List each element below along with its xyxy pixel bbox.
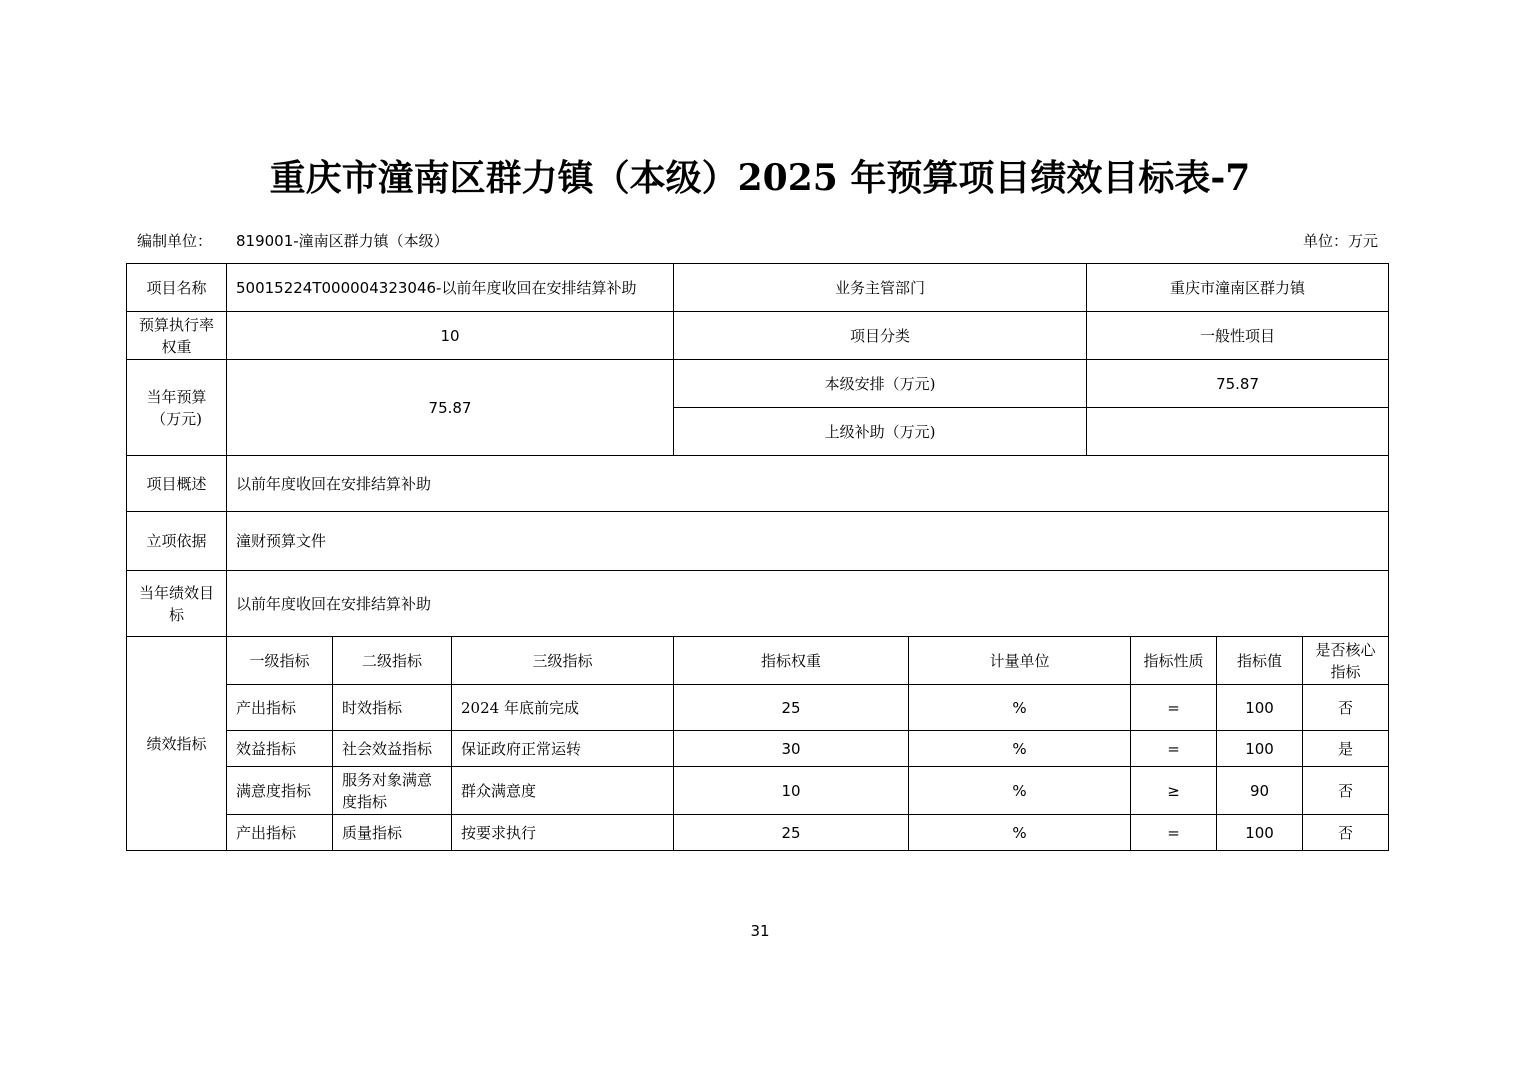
- cell-core: 否: [1303, 767, 1389, 815]
- cell-level2: 社会效益指标: [333, 731, 452, 767]
- cell-level3: 群众满意度: [452, 767, 674, 815]
- cell-core: 是: [1303, 731, 1389, 767]
- cell-weight: 25: [674, 815, 909, 851]
- cell-level3: 按要求执行: [452, 815, 674, 851]
- overview-label: 项目概述: [127, 456, 227, 512]
- cell-unit: %: [909, 767, 1131, 815]
- cell-value: 100: [1217, 685, 1303, 731]
- local-budget-value: 75.87: [1087, 360, 1389, 408]
- header-weight: 指标权重: [674, 637, 909, 685]
- dept-value: 重庆市潼南区群力镇: [1087, 264, 1389, 312]
- table-row: [127, 815, 1389, 851]
- category-label: 项目分类: [674, 312, 1087, 360]
- page-number: 31: [750, 922, 770, 940]
- cell-unit: %: [909, 685, 1131, 731]
- cell-level2: 质量指标: [333, 815, 452, 851]
- category-value: 一般性项目: [1087, 312, 1389, 360]
- dept-label: 业务主管部门: [674, 264, 1087, 312]
- cell-nature: =: [1131, 731, 1217, 767]
- local-budget-label: 本级安排（万元): [674, 360, 1087, 408]
- project-name-value: 50015224T000004323046-以前年度收回在安排结算补助: [227, 264, 674, 312]
- header-level2: 二级指标: [333, 637, 452, 685]
- org-value: 819001-潼南区群力镇（本级）: [236, 232, 449, 250]
- cell-core: 否: [1303, 815, 1389, 851]
- cell-weight: 25: [674, 685, 909, 731]
- weight-value: 10: [227, 312, 674, 360]
- cell-level1: 产出指标: [227, 685, 333, 731]
- cell-unit: %: [909, 815, 1131, 851]
- cell-level1: 满意度指标: [227, 767, 333, 815]
- upper-subsidy-value: [1087, 408, 1389, 456]
- project-name-label: 项目名称: [127, 264, 227, 312]
- unit-label: 单位：万元: [1302, 232, 1378, 250]
- header-unit: 计量单位: [909, 637, 1131, 685]
- indicators-section-label: 绩效指标: [127, 637, 227, 851]
- cell-core: 否: [1303, 685, 1389, 731]
- cell-value: 90: [1217, 767, 1303, 815]
- budget-value: 75.87: [227, 360, 674, 456]
- table-row: [127, 767, 1389, 815]
- cell-nature: =: [1131, 685, 1217, 731]
- header-value: 指标值: [1217, 637, 1303, 685]
- cell-weight: 30: [674, 731, 909, 767]
- header-nature: 指标性质: [1131, 637, 1217, 685]
- cell-value: 100: [1217, 731, 1303, 767]
- cell-level2: 时效指标: [333, 685, 452, 731]
- goal-value: 以前年度收回在安排结算补助: [227, 571, 1389, 637]
- table-row: [127, 685, 1389, 731]
- cell-unit: %: [909, 731, 1131, 767]
- weight-label: 预算执行率权重: [127, 312, 227, 360]
- cell-level1: 效益指标: [227, 731, 333, 767]
- cell-level3: 保证政府正常运转: [452, 731, 674, 767]
- cell-level2: 服务对象满意度指标: [333, 767, 452, 815]
- cell-nature: =: [1131, 815, 1217, 851]
- cell-level1: 产出指标: [227, 815, 333, 851]
- header-core: 是否核心指标: [1303, 637, 1389, 685]
- cell-level3: 2024 年底前完成: [452, 685, 674, 731]
- overview-value: 以前年度收回在安排结算补助: [227, 456, 1389, 512]
- cell-weight: 10: [674, 767, 909, 815]
- budget-label: 当年预算（万元): [127, 360, 227, 456]
- cell-nature: ≥: [1131, 767, 1217, 815]
- upper-subsidy-label: 上级补助（万元): [674, 408, 1087, 456]
- goal-label: 当年绩效目标: [127, 571, 227, 637]
- performance-table: [126, 263, 1389, 851]
- header-level1: 一级指标: [227, 637, 333, 685]
- basis-label: 立项依据: [127, 512, 227, 571]
- cell-value: 100: [1217, 815, 1303, 851]
- table-row: [127, 731, 1389, 767]
- header-level3: 三级指标: [452, 637, 674, 685]
- basis-value: 潼财预算文件: [227, 512, 1389, 571]
- org-label: 编制单位：: [137, 232, 213, 250]
- page-title: 重庆市潼南区群力镇（本级）2025 年预算项目绩效目标表-7: [269, 157, 1251, 199]
